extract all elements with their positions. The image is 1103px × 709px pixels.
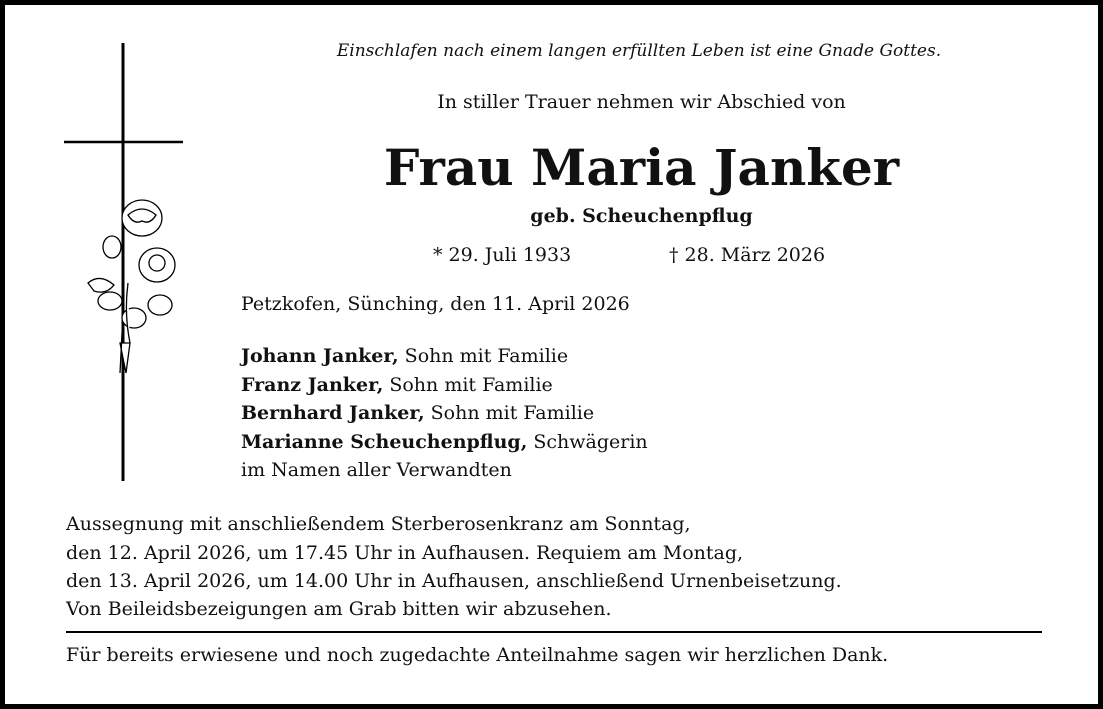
mourner xyxy=(241,347,568,366)
mourner-name: Johann Janker, xyxy=(241,345,399,367)
service-line: den 13. April 2026, um 14.00 Uhr in Aufhausen, anschließend Urnenbeisetzung. xyxy=(66,570,842,592)
mourners-closing: im Namen aller Verwandten xyxy=(241,459,512,481)
deceased-name: Frau Maria Janker xyxy=(383,138,900,197)
mourner xyxy=(241,433,648,452)
thanks-text: Für bereits erwiesene und noch zugedachte Anteilnahme sagen wir herzlichen Dank. xyxy=(66,644,889,666)
maiden-name: geb. Scheuchenpflug xyxy=(530,205,753,227)
mourner-name: Bernhard Janker, xyxy=(241,402,425,424)
service-line: Aussegnung mit anschließendem Sterberosenkranz am Sonntag, xyxy=(66,513,691,535)
mourner xyxy=(241,376,553,395)
divider xyxy=(66,631,1042,633)
mourner-relation: Schwägerin xyxy=(527,431,648,453)
service-line: Von Beileidsbezeigungen am Grab bitten wir abzusehen. xyxy=(66,598,612,620)
mourner-relation: Sohn mit Familie xyxy=(383,374,553,396)
death-date: † 28. März 2026 xyxy=(669,244,826,266)
mourner-relation: Sohn mit Familie xyxy=(398,345,569,367)
mourner-name: Franz Janker, xyxy=(241,374,384,396)
mourner xyxy=(241,404,594,423)
motto-quote: Einschlafen nach einem langen erfüllten Leben ist eine Gnade Gottes. xyxy=(336,41,942,61)
intro-text: In stiller Trauer nehmen wir Abschied von xyxy=(437,91,846,113)
mourner-name: Marianne Scheuchenpflug, xyxy=(241,431,528,453)
cross-with-roses-icon xyxy=(60,43,190,483)
place-date: Petzkofen, Sünching, den 11. April 2026 xyxy=(241,293,630,315)
service-line: den 12. April 2026, um 17.45 Uhr in Aufhausen. Requiem am Montag, xyxy=(66,542,744,564)
mourner-relation: Sohn mit Familie xyxy=(424,402,595,424)
birth-date: * 29. Juli 1933 xyxy=(433,244,572,266)
